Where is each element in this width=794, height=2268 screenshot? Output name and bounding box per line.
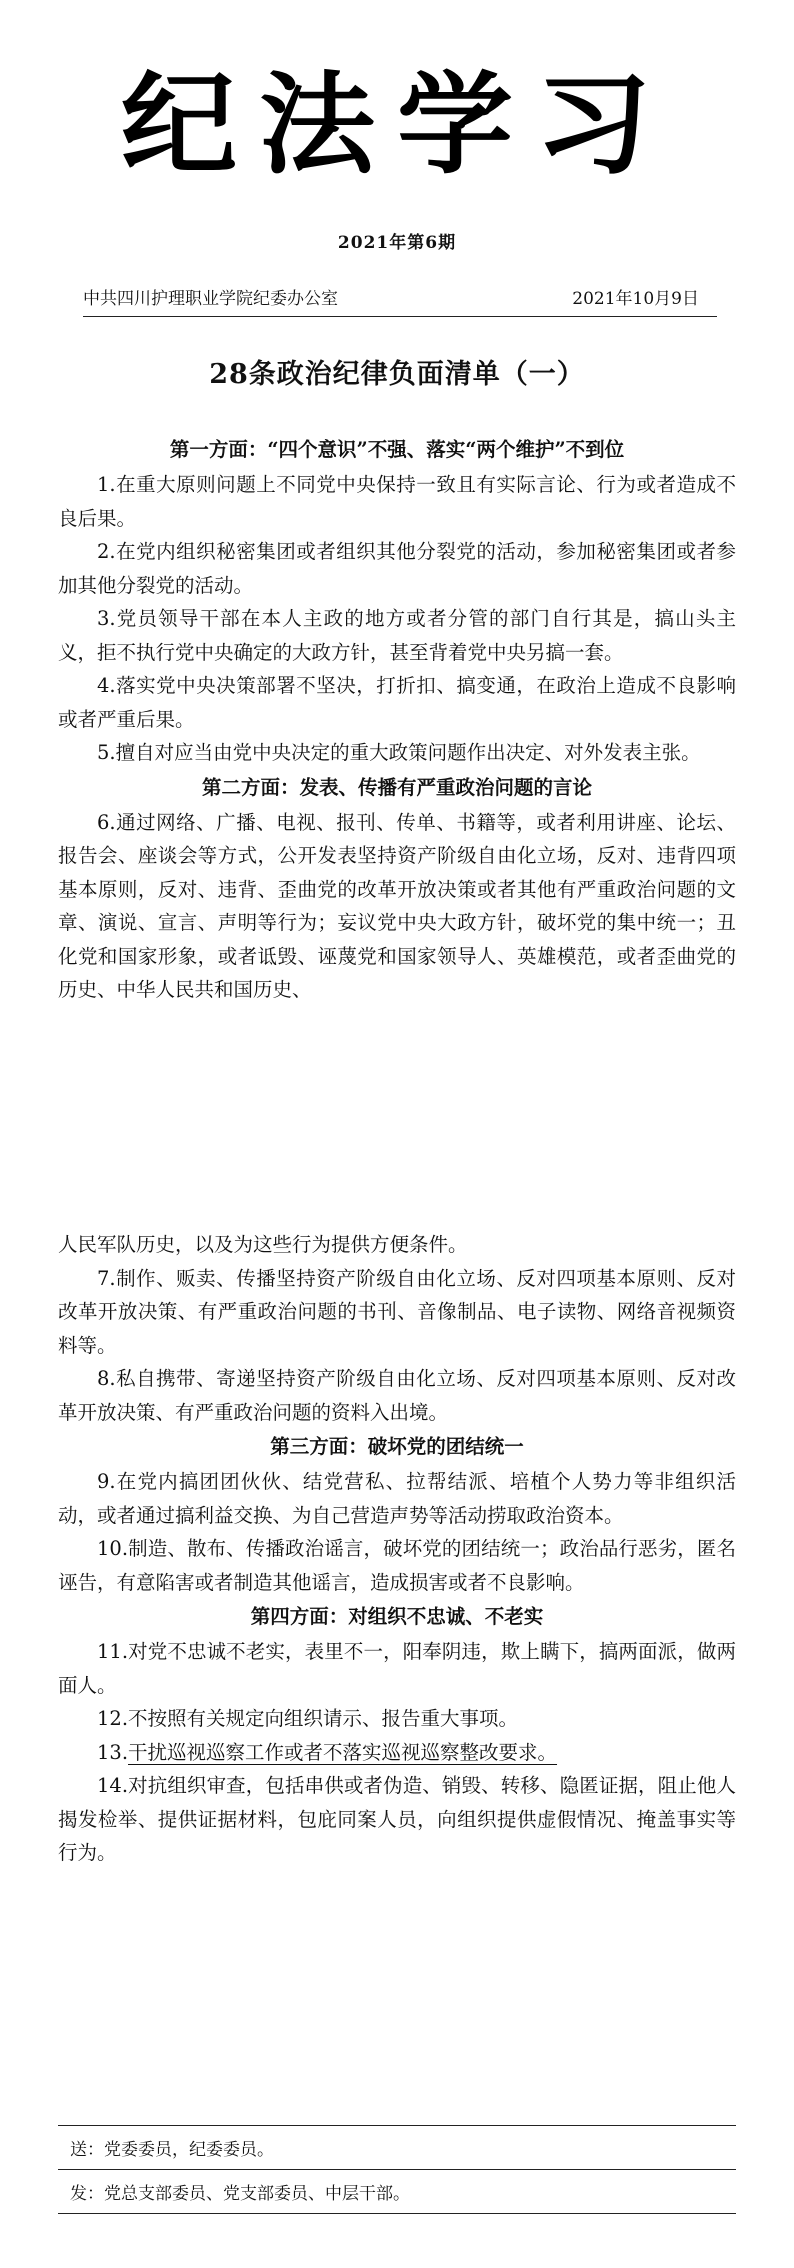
issue-number: 2021年第6期 bbox=[337, 233, 457, 253]
list-item: 6.通过网络、广播、电视、报刊、传单、书籍等，或者利用讲座、论坛、报告会、座谈会等方式，公开发表坚持资产阶级自由化立场，反对、违背四项基本原则，反对、违背、歪曲党的改革开放决策或者其他有严重政治问题的文章、演说、宣言、声明等行为；妄议党中央大政方针，破坏党的集中统一；丑化党和国家形象，或者诋毁、诬蔑党和国家领导人、英雄模范，或者歪曲党的历史、中华人民共和国历史、 bbox=[58, 810, 736, 1001]
section-heading-3: 第三方面：破坏党的团结统一 bbox=[270, 1435, 524, 1458]
list-item-number: 13. bbox=[97, 1740, 129, 1764]
list-item: 9.在党内搞团团伙伙、结党营私、拉帮结派、培植个人势力等非组织活动，或者通过搞利益交换、为自己营造声势等活动捞取政治资本。 bbox=[58, 1470, 736, 1527]
list-item bbox=[58, 1736, 736, 1770]
list-item: 4.落实党中央决策部署不坚决，打折扣、搞变通，在政治上造成不良影响或者严重后果。 bbox=[58, 674, 736, 731]
section-heading-4: 第四方面：对组织不忠诚、不老实 bbox=[250, 1605, 544, 1628]
section-heading-2: 第二方面：发表、传播有严重政治问题的言论 bbox=[201, 775, 592, 799]
list-item: 2.在党内组织秘密集团或者组织其他分裂党的活动，参加秘密集团或者参加其他分裂党的活动。 bbox=[58, 540, 736, 597]
divider bbox=[58, 2213, 736, 2214]
list-item: 7.制作、贩卖、传播坚持资产阶级自由化立场、反对四项基本原则、反对改革开放决策、有严重政治问题的书刊、音像制品、电子读物、网络音视频资料等。 bbox=[58, 1266, 736, 1357]
publish-date: 2021年10月9日 bbox=[572, 289, 699, 309]
list-item: 10.制造、散布、传播政治谣言，破坏党的团结统一；政治品行恶劣，匿名诬告，有意陷害或者制造其他谣言，造成损害或者不良影响。 bbox=[58, 1537, 736, 1594]
list-item: 12.不按照有关规定向组织请示、报告重大事项。 bbox=[97, 1707, 519, 1730]
list-item: 1.在重大原则问题上不同党中央保持一致且有实际言论、行为或者造成不良后果。 bbox=[58, 473, 736, 530]
list-item: 5.擅自对应当由党中央决定的重大政策问题作出决定、对外发表主张。 bbox=[97, 741, 701, 764]
underlined-item-text: 干扰巡视巡察工作或者不落实巡视巡察整改要求。 bbox=[128, 1740, 558, 1764]
send-to-line: 送：党委委员，纪委委员。 bbox=[70, 2140, 274, 2160]
distribute-to-line: 发：党总支部委员、党支部委员、中层干部。 bbox=[70, 2184, 410, 2204]
list-item-continued: 人民军队历史，以及为这些行为提供方便条件。 bbox=[58, 1233, 468, 1256]
organization-name: 中共四川护理职业学院纪委办公室 bbox=[83, 289, 338, 309]
list-item: 14.对抗组织审查，包括串供或者伪造、销毁、转移、隐匿证据，阻止他人揭发检举、提供证据材料，包庇同案人员，向组织提供虚假情况、掩盖事实等行为。 bbox=[58, 1774, 736, 1864]
list-item: 11.对党不忠诚不老实，表里不一，阳奉阴违，欺上瞒下，搞两面派，做两面人。 bbox=[58, 1640, 736, 1697]
header-meta-row bbox=[83, 280, 717, 317]
masthead-title: 纪法学习 bbox=[121, 60, 673, 190]
list-item: 3.党员领导干部在本人主政的地方或者分管的部门自行其是，搞山头主义，拒不执行党中央确定的大政方针，甚至背着党中央另搞一套。 bbox=[58, 607, 736, 664]
content-block-top bbox=[58, 432, 736, 1007]
list-item: 8.私自携带、寄递坚持资产阶级自由化立场、反对四项基本原则、反对改革开放决策、有严重政治问题的资料入出境。 bbox=[58, 1367, 736, 1424]
content-block-bottom bbox=[58, 1228, 736, 1870]
section-heading-1: 第一方面：“四个意识”不强、落实“两个维护”不到位 bbox=[169, 438, 625, 461]
document-title: 28条政治纪律负面清单（一） bbox=[209, 359, 585, 390]
distribution-footer bbox=[58, 2125, 736, 2214]
